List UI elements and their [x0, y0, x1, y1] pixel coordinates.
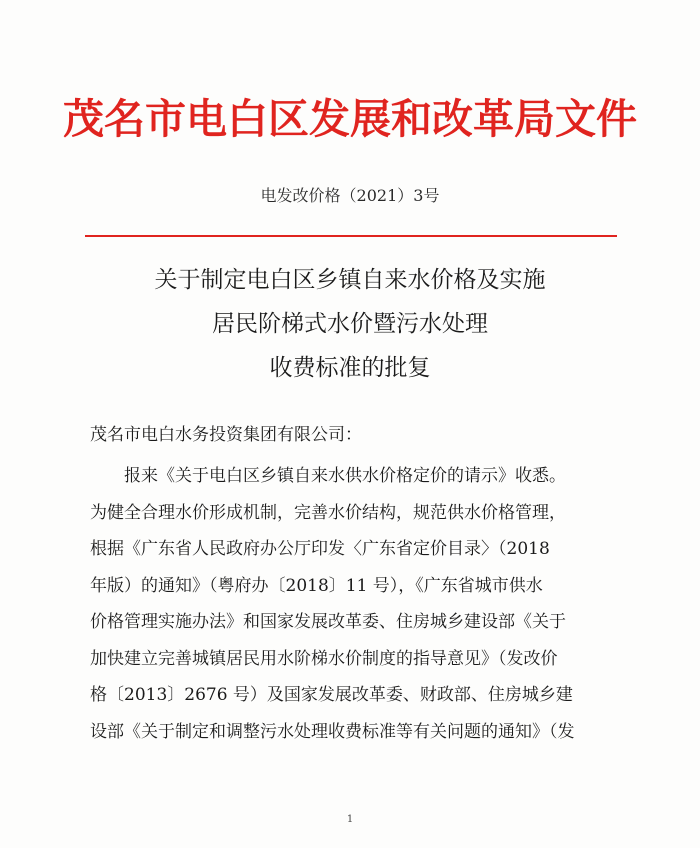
page-number: 1: [346, 814, 354, 825]
body-line: 年版）的通知》（粤府办〔2018〕11 号），《广东省城市供水: [90, 575, 543, 596]
red-separator-line: [85, 235, 617, 237]
body-line: 报来《关于电白区乡镇自来水供水价格定价的请示》收悉。: [124, 466, 566, 486]
subject-line: 收费标准的批复: [269, 355, 431, 381]
addressee: 茂名市电白水务投资集团有限公司：: [90, 425, 362, 445]
document-subject: [0, 258, 700, 390]
body-line: 根据《广东省人民政府办公厅印发〈广东省定价目录〉（2018: [90, 539, 550, 559]
body-line: 为健全合理水价形成机制，完善水价结构，规范供水价格管理，: [90, 502, 566, 523]
body-line: 格〔2013〕2676 号）及国家发展改革委、财政部、住房城乡建: [90, 685, 573, 705]
document-header-title: 茂名市电白区发展和改革局文件: [63, 95, 637, 143]
subject-line: 关于制定电白区乡镇自来水价格及实施: [154, 267, 546, 293]
document-number: 电发改价格（2021）3号: [260, 186, 440, 205]
subject-line: 居民阶梯式水价暨污水处理: [212, 311, 488, 337]
body-line: 加快建立完善城镇居民用水阶梯水价制度的指导意见》（发改价: [90, 648, 558, 669]
body-line: 价格管理实施办法》和国家发展改革委、住房城乡建设部《关于: [90, 612, 566, 632]
body-line: 设部《关于制定和调整污水处理收费标准等有关问题的通知》（发: [90, 721, 575, 742]
document-body: [90, 458, 610, 750]
